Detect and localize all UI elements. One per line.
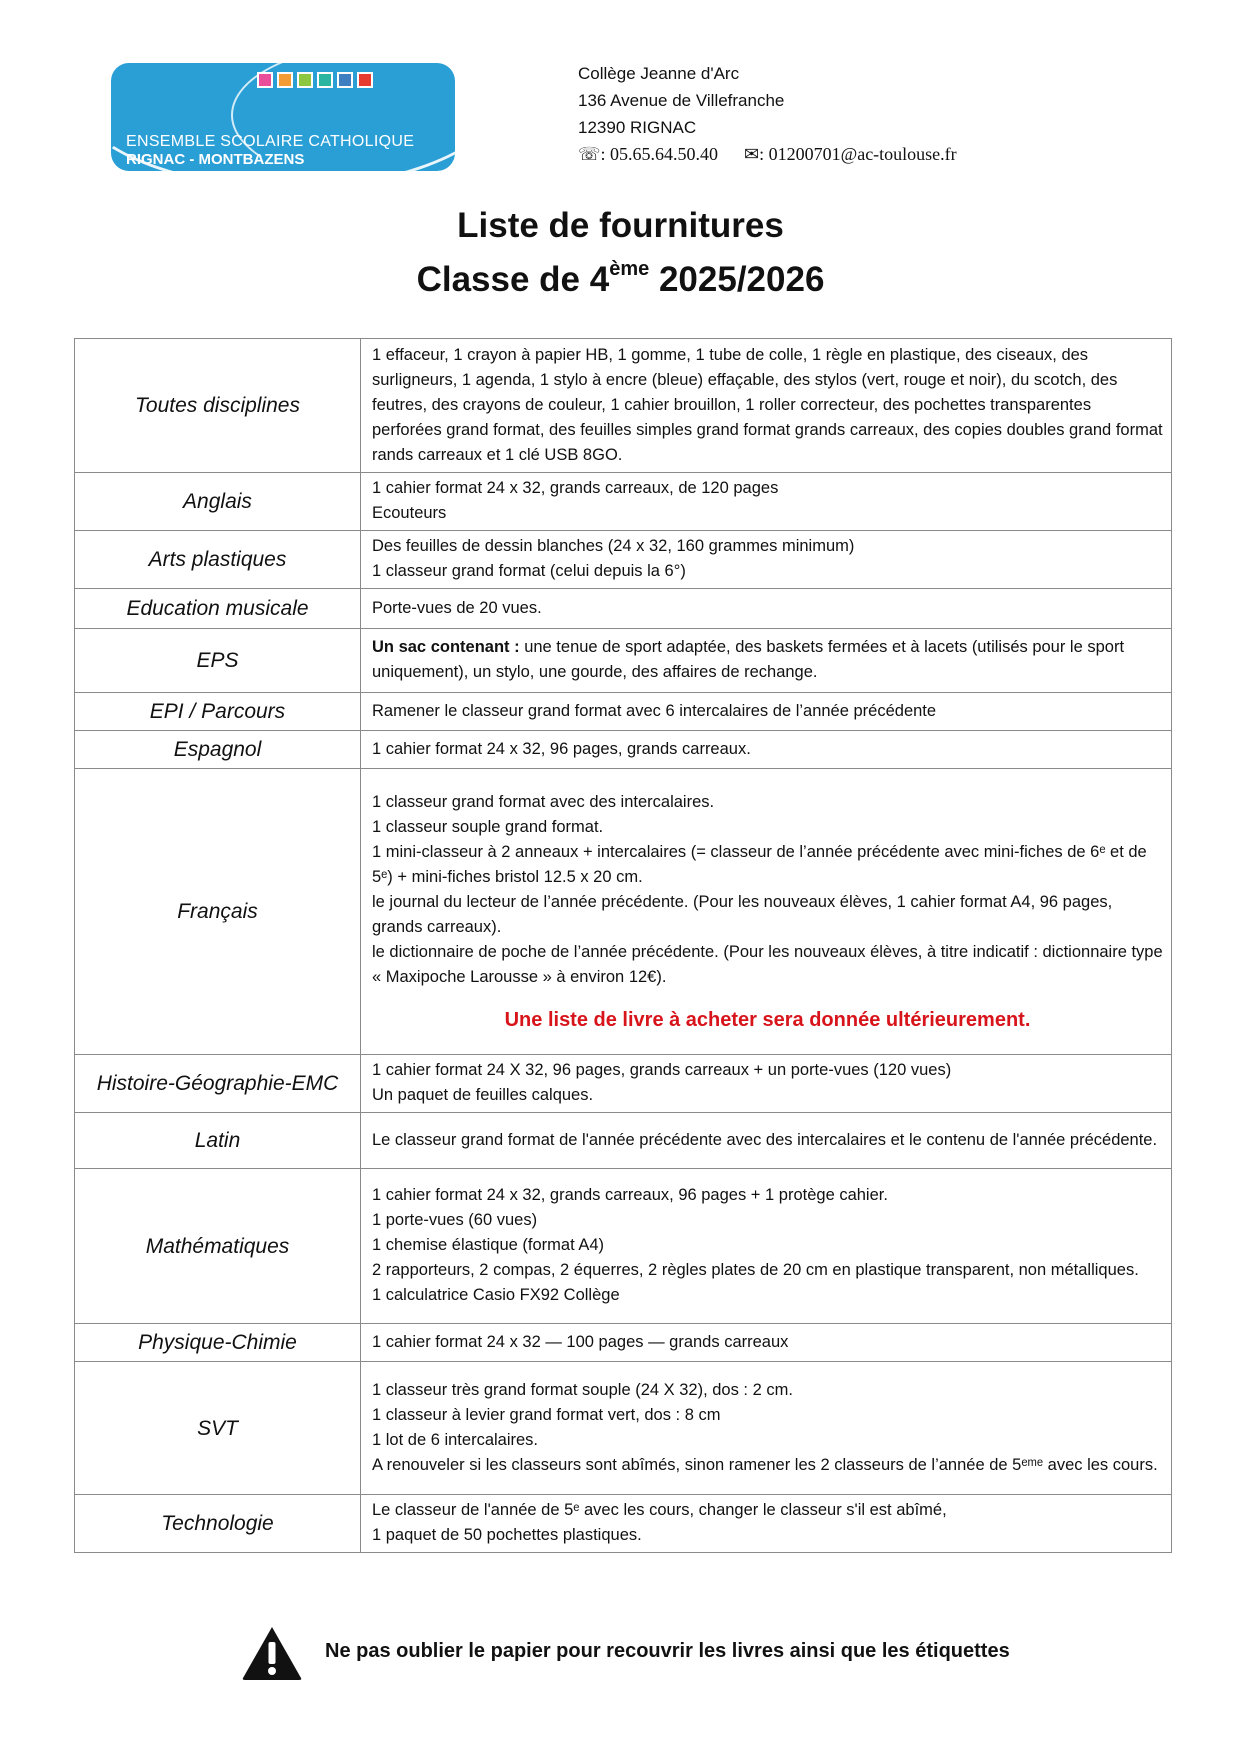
table-row: [75, 1362, 1172, 1495]
school-name: Collège Jeanne d'Arc: [578, 64, 740, 83]
supply-line: 1 cahier format 24 x 32 — 100 pages — grands carreaux: [372, 1332, 789, 1351]
page-subtitle: Classe de 4ème 2025/2026: [416, 258, 825, 299]
supply-line: Le classeur grand format de l'année précédente avec des intercalaires et le contenu de l'année précédente.: [372, 1130, 1158, 1149]
table-row: [75, 1324, 1172, 1362]
supply-line: 1 effaceur, 1 crayon à papier HB, 1 gomme, 1 tube de colle, 1 règle en plastique, des ciseaux, des surligneurs, 1 agenda, 1 stylo à encre (bleue) effaçable, des stylos (vert, rouge et noir), du scotch, des feutres, des crayons de couleur, 1 cahier brouillon, 1 roller correcteur, des pochettes transparentes perforées grand format, des feuilles simples grand format grands carreaux, des copies doubles grand format rands carreaux et 1 clé USB 8GO.: [372, 345, 1163, 464]
supplies-cell: [361, 531, 1172, 589]
table-row: [75, 629, 1172, 693]
table-row: [75, 473, 1172, 531]
subject-cell: Français: [75, 769, 361, 1055]
logo-text-line1: ENSEMBLE SCOLAIRE CATHOLIQUE: [126, 133, 415, 150]
supplies-cell: [361, 1113, 1172, 1169]
subject-cell: Toutes disciplines: [75, 339, 361, 473]
supply-line: Ramener le classeur grand format avec 6 intercalaires de l’année précédente: [372, 701, 937, 720]
supply-line: 1 paquet de 50 pochettes plastiques.: [372, 1526, 642, 1544]
supply-line: Le classeur de l'année de 5ᵉ avec les cours, changer le classeur s'il est abîmé,: [372, 1501, 947, 1519]
supply-line: 1 cahier format 24 X 32, 96 pages, grands carreaux + un porte-vues (120 vues): [372, 1061, 952, 1079]
supplies-cell: [361, 473, 1172, 531]
supplies-cell: [361, 589, 1172, 629]
email-address: : 01200701@ac-toulouse.fr: [759, 144, 957, 164]
supply-line: 1 porte-vues (60 vues): [372, 1211, 538, 1229]
table-row: [75, 531, 1172, 589]
subject-cell: Physique-Chimie: [75, 1324, 361, 1362]
table-row: [75, 1495, 1172, 1553]
subject-cell: Anglais: [75, 473, 361, 531]
supply-line: 1 classeur souple grand format.: [372, 817, 604, 836]
subject-cell: SVT: [75, 1362, 361, 1495]
supply-line: 1 classeur grand format avec des intercalaires.: [372, 792, 715, 811]
supply-line: 1 cahier format 24 x 32, grands carreaux, 96 pages + 1 protège cahier.: [372, 1186, 888, 1204]
subject-cell: Arts plastiques: [75, 531, 361, 589]
subject-cell: Histoire-Géographie-EMC: [75, 1055, 361, 1113]
supply-line: 1 classeur à levier grand format vert, dos : 8 cm: [372, 1405, 721, 1424]
supplies-cell: [361, 629, 1172, 693]
logo-square: [257, 72, 273, 88]
table-row: [75, 693, 1172, 731]
table-row: [75, 1169, 1172, 1324]
table-row: [75, 589, 1172, 629]
page-title: Liste de fournitures: [457, 206, 784, 245]
logo-square: [277, 72, 293, 88]
table-row: [75, 731, 1172, 769]
warning-triangle-icon: [241, 1625, 303, 1681]
supplies-cell: [361, 1362, 1172, 1495]
supplies-cell: [361, 1495, 1172, 1553]
phone-icon: ☏: [578, 144, 601, 164]
supplies-cell: [361, 731, 1172, 769]
subject-cell: Mathématiques: [75, 1169, 361, 1324]
table-row: [75, 1055, 1172, 1113]
supply-line: A renouveler si les classeurs sont abîmés, sinon ramener les 2 classeurs de l’année de 5ᵉᵐᵉ avec les cours.: [372, 1455, 1158, 1474]
supply-line: Porte-vues de 20 vues.: [372, 598, 542, 617]
supply-bold-prefix: Un sac contenant :: [372, 638, 520, 656]
supply-line: le dictionnaire de poche de l’année précédente. (Pour les nouveaux élèves, à titre indicatif : dictionnaire type « Maxipoche Larousse » à environ 12€).: [372, 942, 1163, 986]
supply-line: 2 rapporteurs, 2 compas, 2 équerres, 2 règles plates de 20 cm en plastique transparent, non métalliques.: [372, 1261, 1139, 1279]
subject-cell: Education musicale: [75, 589, 361, 629]
supplies-table: [74, 338, 1172, 1553]
supply-line: 1 chemise élastique (format A4): [372, 1236, 605, 1254]
supplies-cell: [361, 693, 1172, 731]
subject-cell: EPS: [75, 629, 361, 693]
logo-square: [317, 72, 333, 88]
supply-line: le journal du lecteur de l’année précédente. (Pour les nouveaux élèves, 1 cahier format A4, 96 pages, grands carreaux).: [372, 892, 1113, 936]
email-icon: ✉: [744, 144, 760, 164]
table-row: [75, 339, 1172, 473]
supplies-cell: [361, 339, 1172, 473]
footer-warning: Ne pas oublier le papier pour recouvrir les livres ainsi que les étiquettes: [325, 1640, 1010, 1662]
logo-square: [337, 72, 353, 88]
school-city: 12390 RIGNAC: [578, 118, 697, 137]
supplies-cell: [361, 769, 1172, 1055]
supply-line: 1 cahier format 24 x 32, grands carreaux, de 120 pages: [372, 479, 779, 497]
subject-cell: Technologie: [75, 1495, 361, 1553]
subject-cell: Espagnol: [75, 731, 361, 769]
supplies-cell: [361, 1324, 1172, 1362]
subject-cell: EPI / Parcours: [75, 693, 361, 731]
table-row: [75, 1113, 1172, 1169]
supplies-cell: [361, 1169, 1172, 1324]
logo-color-squares: [257, 72, 373, 88]
supply-line: Un sac contenant : une tenue de sport adaptée, des baskets fermées et à lacets (utilisés pour le sport uniquement), un stylo, une gourde, des affaires de rechange.: [372, 638, 1125, 681]
school-address: [578, 60, 957, 168]
supply-line: Un paquet de feuilles calques.: [372, 1086, 594, 1104]
supply-line: Ecouteurs: [372, 504, 447, 522]
school-logo: [111, 63, 455, 171]
supply-line: 1 cahier format 24 x 32, 96 pages, grands carreaux.: [372, 739, 751, 758]
subject-cell: Latin: [75, 1113, 361, 1169]
supply-line: 1 lot de 6 intercalaires.: [372, 1430, 539, 1449]
school-street: 136 Avenue de Villefranche: [578, 91, 785, 110]
logo-square: [297, 72, 313, 88]
contact-line: [578, 141, 957, 168]
book-list-notice: Une liste de livre à acheter sera donnée ultérieurement.: [504, 1008, 1031, 1031]
supply-line: Des feuilles de dessin blanches (24 x 32, 160 grammes minimum): [372, 537, 855, 555]
phone-number: : 05.65.64.50.40: [600, 144, 719, 164]
logo-text-line2: RIGNAC - MONTBAZENS: [126, 151, 305, 168]
supply-line: 1 classeur grand format (celui depuis la 6°): [372, 562, 686, 580]
supply-line: 1 mini-classeur à 2 anneaux + intercalaires (= classeur de l’année précédente avec mini-fiches de 6ᵉ et de 5ᵉ) + mini-fiches bristol 12.5 x 20 cm.: [372, 842, 1147, 886]
supply-line: 1 calculatrice Casio FX92 Collège: [372, 1286, 620, 1304]
supplies-cell: [361, 1055, 1172, 1113]
table-row: [75, 769, 1172, 1055]
logo-square: [357, 72, 373, 88]
supply-line: 1 classeur très grand format souple (24 X 32), dos : 2 cm.: [372, 1380, 793, 1399]
